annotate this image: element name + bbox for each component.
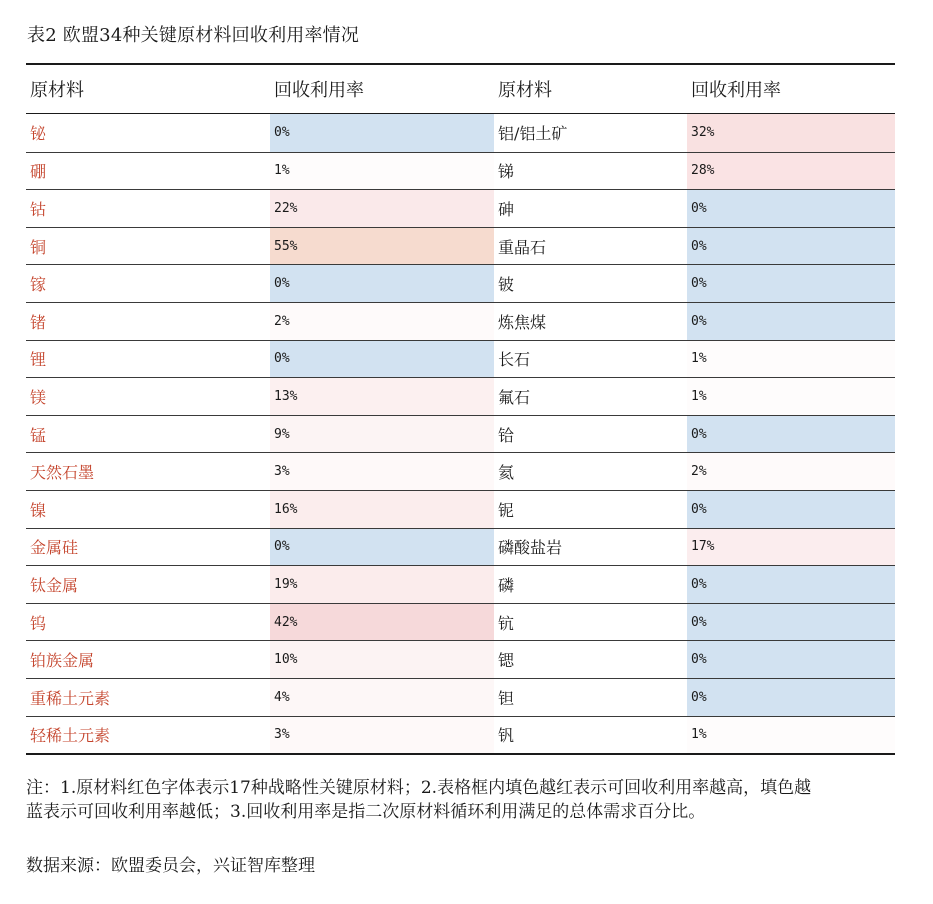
material-name: 长石	[498, 350, 531, 370]
material-name: 锰	[30, 425, 47, 445]
material-name: 钒	[498, 726, 515, 746]
material-name: 轻稀土元素	[30, 726, 111, 746]
table-row	[26, 189, 895, 227]
recycling-rate-cell: 0%	[687, 265, 895, 302]
recycling-rate-cell: 1%	[687, 378, 895, 415]
recycling-rate-cell: 16%	[270, 491, 494, 528]
table-row	[26, 377, 895, 415]
table-row	[26, 603, 895, 641]
table-row	[26, 528, 895, 566]
recycling-rate-cell: 9%	[270, 416, 494, 453]
material-name: 氟石	[498, 387, 531, 407]
recycling-rate-cell: 32%	[687, 114, 895, 152]
recycling-rate-cell: 0%	[270, 341, 494, 378]
header-rate-right: 回收利用率	[691, 80, 781, 101]
recycling-rate-cell: 1%	[687, 341, 895, 378]
header-material-left: 原材料	[30, 80, 84, 101]
recycling-rate-cell: 0%	[687, 679, 895, 716]
recycling-rate-cell: 0%	[687, 604, 895, 641]
recycling-rate-cell: 1%	[270, 153, 494, 190]
table-row	[26, 227, 895, 265]
recycling-rate-cell: 0%	[687, 641, 895, 678]
table-row	[26, 264, 895, 302]
material-name: 炼焦煤	[498, 312, 547, 332]
table-row	[26, 716, 895, 754]
material-name: 铜	[30, 237, 47, 257]
header-rate-left: 回收利用率	[274, 80, 364, 101]
recycling-rate-cell: 0%	[687, 303, 895, 340]
material-name: 铝/铝土矿	[498, 124, 568, 144]
data-source: 数据来源：欧盟委员会，兴证智库整理	[26, 856, 315, 876]
table-row	[26, 452, 895, 490]
material-name: 氦	[498, 463, 515, 483]
recycling-rate-cell: 0%	[687, 190, 895, 227]
recycling-rate-cell: 4%	[270, 679, 494, 716]
material-name: 天然石墨	[30, 463, 95, 483]
table-row	[26, 415, 895, 453]
table-row	[26, 490, 895, 528]
recycling-rate-cell: 3%	[270, 453, 494, 490]
recycling-rate-table	[26, 63, 895, 755]
material-name: 钽	[498, 688, 515, 708]
material-name: 金属硅	[30, 538, 79, 558]
material-name: 铌	[498, 500, 515, 520]
table-row	[26, 340, 895, 378]
material-name: 锑	[498, 162, 515, 182]
recycling-rate-cell: 0%	[687, 566, 895, 603]
recycling-rate-cell: 55%	[270, 228, 494, 265]
table-row	[26, 302, 895, 340]
material-name: 钛金属	[30, 575, 79, 595]
material-name: 铪	[498, 425, 515, 445]
material-name: 铍	[498, 275, 515, 295]
recycling-rate-cell: 0%	[270, 529, 494, 566]
material-name: 铋	[30, 124, 47, 144]
recycling-rate-cell: 10%	[270, 641, 494, 678]
recycling-rate-cell: 3%	[270, 717, 494, 754]
material-name: 镁	[30, 387, 47, 407]
material-name: 铂族金属	[30, 651, 95, 671]
material-name: 镓	[30, 275, 47, 295]
material-name: 重晶石	[498, 237, 547, 257]
recycling-rate-cell: 1%	[687, 717, 895, 754]
recycling-rate-cell: 2%	[270, 303, 494, 340]
recycling-rate-cell: 0%	[687, 416, 895, 453]
recycling-rate-cell: 0%	[270, 114, 494, 152]
material-name: 磷	[498, 575, 515, 595]
material-name: 钴	[30, 199, 47, 219]
recycling-rate-cell: 19%	[270, 566, 494, 603]
recycling-rate-cell: 0%	[687, 491, 895, 528]
material-name: 锶	[498, 651, 515, 671]
recycling-rate-cell: 22%	[270, 190, 494, 227]
header-material-right: 原材料	[498, 80, 552, 101]
material-name: 锗	[30, 312, 47, 332]
table-body	[26, 114, 895, 753]
recycling-rate-cell: 13%	[270, 378, 494, 415]
material-name: 镍	[30, 500, 47, 520]
recycling-rate-cell: 28%	[687, 153, 895, 190]
material-name: 磷酸盐岩	[498, 538, 563, 558]
table-notes: 注：1.原材料红色字体表示17种战略性关键原材料；2.表格框内填色越红表示可回收利用率越高，填色越蓝表示可回收利用率越低；3.回收利用率是指二次原材料循环利用满足的总体需求百分比。	[26, 778, 812, 822]
recycling-rate-cell: 2%	[687, 453, 895, 490]
material-name: 锂	[30, 350, 47, 370]
recycling-rate-cell: 42%	[270, 604, 494, 641]
recycling-rate-cell: 0%	[687, 228, 895, 265]
table-row	[26, 640, 895, 678]
material-name: 钪	[498, 613, 515, 633]
recycling-rate-cell: 0%	[270, 265, 494, 302]
table-caption: 表2 欧盟34种关键原材料回收利用率情况	[27, 25, 360, 46]
table-row	[26, 565, 895, 603]
table-row	[26, 152, 895, 190]
table-row	[26, 114, 895, 152]
table-header	[26, 65, 895, 114]
material-name: 硼	[30, 162, 47, 182]
material-name: 钨	[30, 613, 47, 633]
material-name: 重稀土元素	[30, 688, 111, 708]
material-name: 砷	[498, 199, 515, 219]
recycling-rate-cell: 17%	[687, 529, 895, 566]
table-row	[26, 678, 895, 716]
